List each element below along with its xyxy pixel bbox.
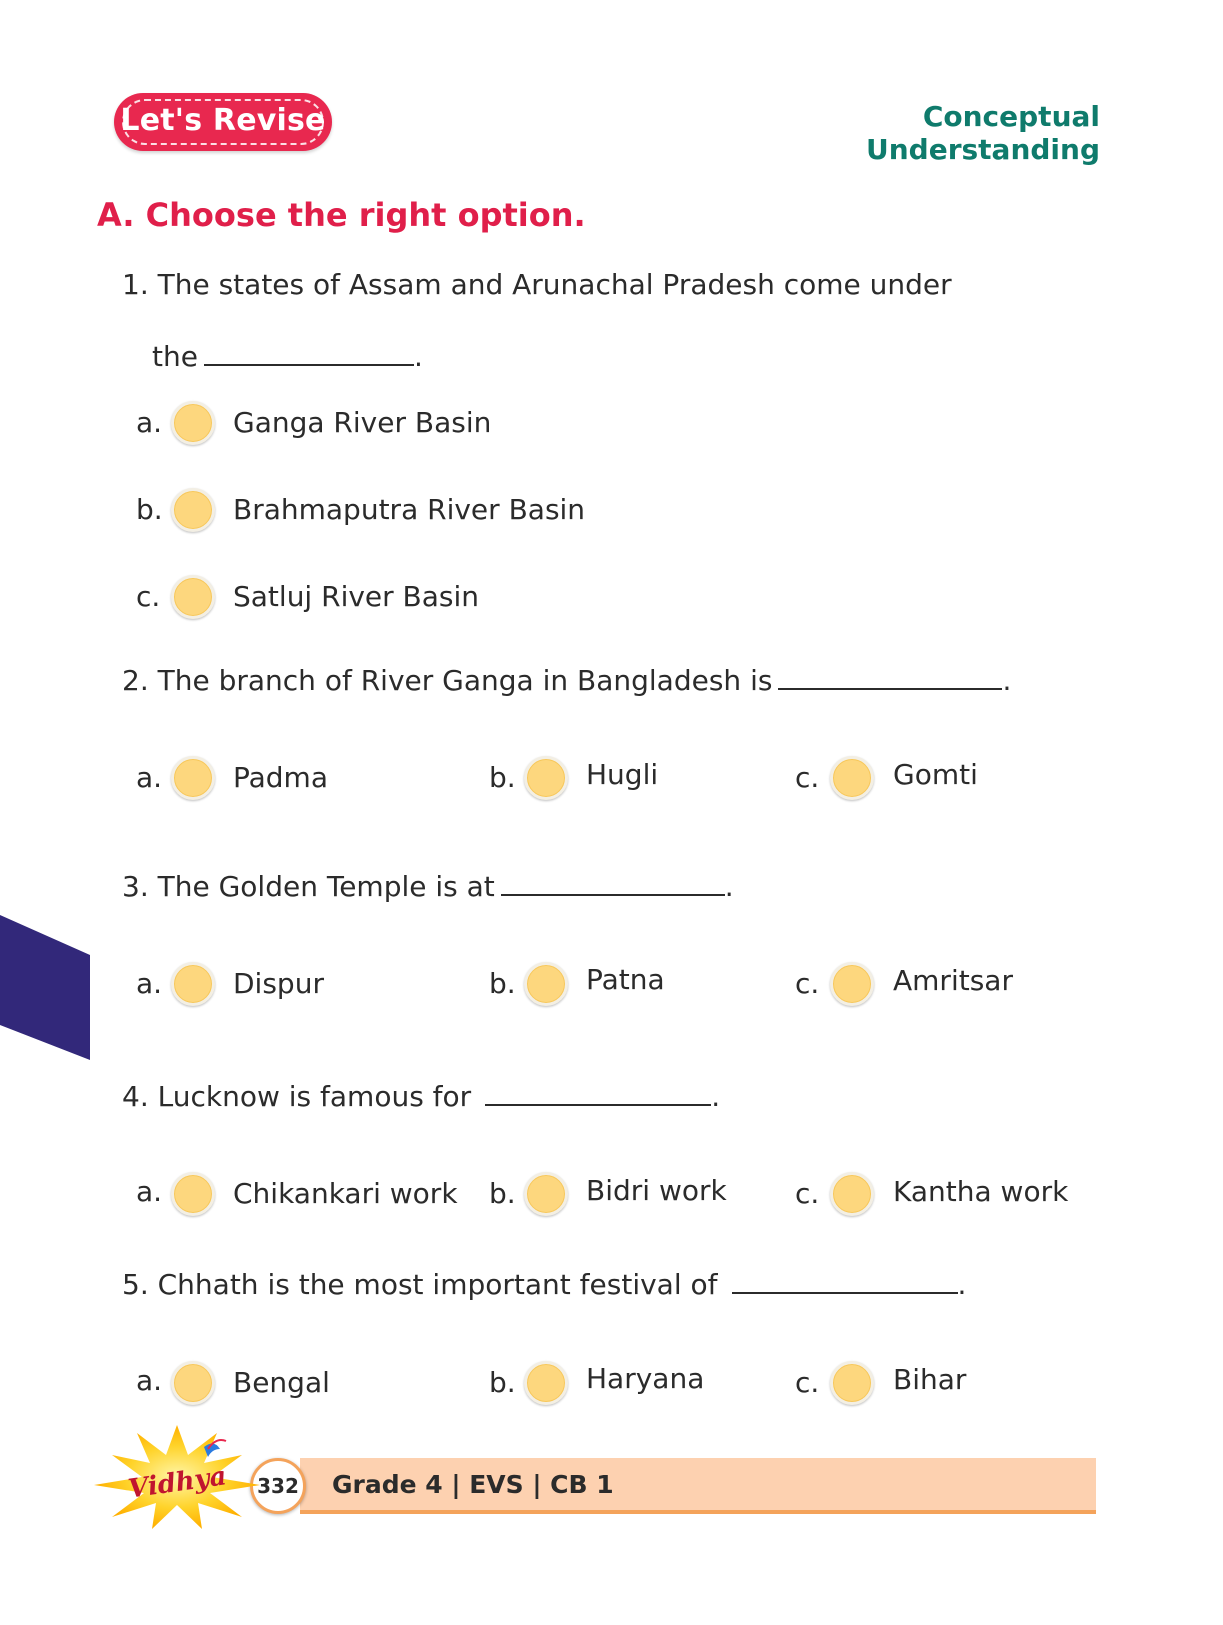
question-1-line-1: 1. The states of Assam and Arunachal Pradesh come under (122, 268, 952, 301)
option-bubble-radio[interactable] (171, 962, 215, 1006)
option-bubble-radio[interactable] (830, 756, 874, 800)
logo-text: Vidhya (126, 1461, 229, 1505)
footer-text: Grade 4 | EVS | CB 1 (332, 1470, 614, 1499)
question-text: 3. The Golden Temple is at (122, 870, 495, 903)
lets-revise-badge (114, 93, 332, 151)
question-end: . (724, 870, 734, 903)
question-1-line-2 (152, 336, 423, 373)
option-bubble-radio[interactable] (171, 401, 215, 445)
option-letter: a. (136, 761, 163, 794)
question-text: 2. The branch of River Ganga in Bangladesh is (122, 664, 773, 697)
option-letter: b. (489, 761, 516, 794)
option-letter: c. (136, 580, 161, 613)
answer-blank (501, 866, 725, 896)
option-text: Bihar (893, 1363, 967, 1396)
option-text: Chikankari work (233, 1177, 458, 1210)
question-end: . (413, 340, 423, 373)
option-bubble-radio[interactable] (524, 1361, 568, 1405)
answer-blank (778, 660, 1002, 690)
option-bubble-radio[interactable] (171, 575, 215, 619)
option-letter: c. (795, 1366, 820, 1399)
option-text: Bidri work (586, 1174, 727, 1207)
option-bubble-radio[interactable] (830, 962, 874, 1006)
question-text: 4. Lucknow is famous for (122, 1080, 472, 1113)
option-letter: c. (795, 967, 820, 1000)
question-2 (122, 660, 1011, 697)
option-letter: a. (136, 1364, 163, 1397)
badge-label: Let's Revise (120, 103, 326, 138)
option-letter: b. (489, 1177, 516, 1210)
option-bubble-radio[interactable] (524, 962, 568, 1006)
option-text: Brahmaputra River Basin (233, 493, 586, 526)
option-letter: c. (795, 761, 820, 794)
section-title: A. Choose the right option. (97, 196, 586, 234)
option-letter: b. (489, 967, 516, 1000)
side-tab-decoration (0, 915, 90, 1060)
option-text: Patna (586, 963, 665, 996)
option-bubble-radio[interactable] (171, 488, 215, 532)
option-text: Kantha work (893, 1175, 1069, 1208)
option-text: Gomti (893, 758, 978, 791)
option-bubble-radio[interactable] (171, 756, 215, 800)
answer-blank (732, 1264, 958, 1294)
question-end: . (711, 1080, 721, 1113)
answer-blank (204, 336, 414, 366)
question-3 (122, 866, 734, 903)
category-label: Conceptual Understanding (865, 100, 1100, 166)
question-text: 5. Chhath is the most important festival of (122, 1268, 718, 1301)
option-text: Padma (233, 761, 328, 794)
question-4 (122, 1076, 720, 1113)
answer-blank (485, 1076, 711, 1106)
option-text: Haryana (586, 1362, 705, 1395)
question-end: . (1002, 664, 1012, 697)
option-text: Amritsar (893, 964, 1013, 997)
question-5 (122, 1264, 966, 1301)
option-letter: a. (136, 1175, 163, 1208)
option-bubble-radio[interactable] (830, 1361, 874, 1405)
option-bubble-radio[interactable] (830, 1172, 874, 1216)
option-bubble-radio[interactable] (524, 756, 568, 800)
page-number: 332 (257, 1474, 299, 1498)
option-text: Ganga River Basin (233, 406, 492, 439)
option-letter: b. (489, 1366, 516, 1399)
option-bubble-radio[interactable] (171, 1361, 215, 1405)
option-bubble-radio[interactable] (171, 1172, 215, 1216)
option-text: Bengal (233, 1366, 330, 1399)
option-bubble-radio[interactable] (524, 1172, 568, 1216)
option-letter: a. (136, 967, 163, 1000)
question-1-text: the (152, 340, 198, 373)
option-letter: c. (795, 1177, 820, 1210)
option-text: Dispur (233, 967, 324, 1000)
option-letter: b. (136, 493, 163, 526)
question-end: . (957, 1268, 967, 1301)
option-text: Hugli (586, 758, 659, 791)
option-letter: a. (136, 406, 163, 439)
option-text: Satluj River Basin (233, 580, 480, 613)
